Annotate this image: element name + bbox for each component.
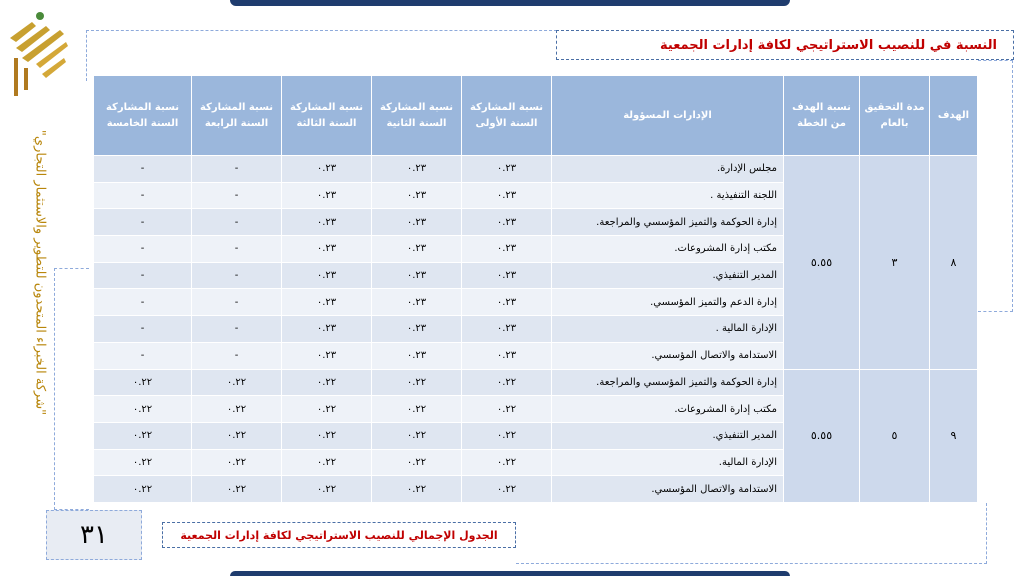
year-3-share-cell: ٠.٢٣ [282, 289, 372, 316]
year-1-share-cell: ٠.٢٣ [462, 289, 552, 316]
year-3-share-cell: ٠.٢٢ [282, 369, 372, 396]
year-5-share-cell: - [94, 316, 192, 343]
goal-cell: ٩ [930, 369, 978, 503]
department-cell: المدير التنفيذي. [552, 422, 784, 449]
year-5-share-cell: ٠.٢٢ [94, 396, 192, 423]
department-cell: الإدارة المالية . [552, 316, 784, 343]
year-2-share-cell: ٠.٢٢ [372, 449, 462, 476]
year-2-share-cell: ٠.٢٣ [372, 156, 462, 183]
strategic-share-table-wrapper [93, 75, 977, 503]
outer-frame-right [978, 60, 1013, 312]
year-5-share-cell: ٠.٢٢ [94, 369, 192, 396]
outer-frame-top [86, 30, 557, 81]
year-5-share-cell: - [94, 182, 192, 209]
year-1-share-cell: ٠.٢٣ [462, 156, 552, 183]
header-duration: مدة التحقيق بالعام [860, 76, 930, 156]
year-2-share-cell: ٠.٢٣ [372, 342, 462, 369]
year-4-share-cell: ٠.٢٢ [192, 369, 282, 396]
department-cell: مجلس الإدارة. [552, 156, 784, 183]
year-2-share-cell: ٠.٢٣ [372, 209, 462, 236]
table-header-row [94, 76, 978, 156]
year-5-share-cell: ٠.٢٢ [94, 449, 192, 476]
year-3-share-cell: ٠.٢٢ [282, 422, 372, 449]
header-year-4: نسبة المشاركة السنة الرابعة [192, 76, 282, 156]
outer-frame-left [54, 268, 89, 510]
year-5-share-cell: - [94, 236, 192, 263]
year-2-share-cell: ٠.٢٣ [372, 236, 462, 263]
target-ratio-cell: ٥.٥٥ [784, 369, 860, 503]
top-accent-bar [230, 0, 790, 6]
department-cell: الاستدامة والاتصال المؤسسي. [552, 476, 784, 503]
year-3-share-cell: ٠.٢٢ [282, 396, 372, 423]
year-2-share-cell: ٠.٢٢ [372, 369, 462, 396]
duration-cell: ٣ [860, 156, 930, 370]
header-year-5: نسبة المشاركة السنة الخامسة [94, 76, 192, 156]
year-1-share-cell: ٠.٢٢ [462, 396, 552, 423]
header-year-2: نسبة المشاركة السنة الثانية [372, 76, 462, 156]
year-1-share-cell: ٠.٢٣ [462, 236, 552, 263]
year-1-share-cell: ٠.٢٢ [462, 449, 552, 476]
year-2-share-cell: ٠.٢٣ [372, 289, 462, 316]
year-3-share-cell: ٠.٢٣ [282, 156, 372, 183]
year-5-share-cell: ٠.٢٢ [94, 476, 192, 503]
year-4-share-cell: - [192, 342, 282, 369]
table-caption-box [162, 522, 516, 548]
year-2-share-cell: ٠.٢٣ [372, 316, 462, 343]
year-3-share-cell: ٠.٢٣ [282, 236, 372, 263]
year-4-share-cell: - [192, 156, 282, 183]
year-1-share-cell: ٠.٢٣ [462, 316, 552, 343]
year-4-share-cell: - [192, 262, 282, 289]
year-4-share-cell: ٠.٢٢ [192, 476, 282, 503]
table-row [94, 369, 978, 396]
year-1-share-cell: ٠.٢٢ [462, 422, 552, 449]
year-2-share-cell: ٠.٢٣ [372, 262, 462, 289]
year-4-share-cell: ٠.٢٢ [192, 396, 282, 423]
duration-cell: ٥ [860, 369, 930, 503]
year-5-share-cell: - [94, 209, 192, 236]
outer-frame-bottom [516, 503, 987, 564]
table-caption: الجدول الإجمالي للنصيب الاستراتيجي لكافة إدارات الجمعية [180, 528, 498, 542]
year-1-share-cell: ٠.٢٢ [462, 476, 552, 503]
year-2-share-cell: ٠.٢٢ [372, 396, 462, 423]
header-goal: الهدف [930, 76, 978, 156]
year-4-share-cell: ٠.٢٢ [192, 422, 282, 449]
department-cell: إدارة الدعم والتميز المؤسسي. [552, 289, 784, 316]
department-cell: مكتب إدارة المشروعات. [552, 236, 784, 263]
department-cell: إدارة الحوكمة والتميز المؤسسي والمراجعة. [552, 369, 784, 396]
year-4-share-cell: - [192, 289, 282, 316]
department-cell: الاستدامة والاتصال المؤسسي. [552, 342, 784, 369]
year-3-share-cell: ٠.٢٣ [282, 316, 372, 343]
year-5-share-cell: - [94, 289, 192, 316]
year-3-share-cell: ٠.٢٣ [282, 342, 372, 369]
department-cell: إدارة الحوكمة والتميز المؤسسي والمراجعة. [552, 209, 784, 236]
year-3-share-cell: ٠.٢٣ [282, 262, 372, 289]
department-cell: المدير التنفيذي. [552, 262, 784, 289]
slide-title: النسبة في للنصيب الاستراتيجي لكافة إدارات الجمعية [660, 37, 997, 53]
year-4-share-cell: ٠.٢٢ [192, 449, 282, 476]
year-2-share-cell: ٠.٢٢ [372, 422, 462, 449]
year-3-share-cell: ٠.٢٢ [282, 476, 372, 503]
year-1-share-cell: ٠.٢٣ [462, 182, 552, 209]
year-3-share-cell: ٠.٢٣ [282, 182, 372, 209]
strategic-share-table [93, 75, 978, 503]
goal-cell: ٨ [930, 156, 978, 370]
year-1-share-cell: ٠.٢٣ [462, 209, 552, 236]
year-4-share-cell: - [192, 316, 282, 343]
year-1-share-cell: ٠.٢٢ [462, 369, 552, 396]
year-3-share-cell: ٠.٢٣ [282, 209, 372, 236]
header-year-1: نسبة المشاركة السنة الأولى [462, 76, 552, 156]
year-4-share-cell: - [192, 209, 282, 236]
slide-title-box [556, 30, 1014, 60]
year-1-share-cell: ٠.٢٣ [462, 342, 552, 369]
year-4-share-cell: - [192, 236, 282, 263]
bottom-accent-bar [230, 571, 790, 576]
header-target-ratio: نسبة الهدف من الخطة [784, 76, 860, 156]
header-departments: الإدارات المسؤولة [552, 76, 784, 156]
company-name-vertical: "شركة الخبراء المتحدون للتطوير والاستثمار التجاري" [32, 129, 48, 416]
target-ratio-cell: ٥.٥٥ [784, 156, 860, 370]
year-3-share-cell: ٠.٢٢ [282, 449, 372, 476]
year-5-share-cell: ٠.٢٢ [94, 422, 192, 449]
page-number: ٣١ [46, 510, 142, 560]
year-2-share-cell: ٠.٢٢ [372, 476, 462, 503]
table-row [94, 156, 978, 183]
year-5-share-cell: - [94, 156, 192, 183]
table-body [94, 156, 978, 503]
year-4-share-cell: - [192, 182, 282, 209]
department-cell: اللجنة التنفيذية . [552, 182, 784, 209]
year-1-share-cell: ٠.٢٣ [462, 262, 552, 289]
year-5-share-cell: - [94, 262, 192, 289]
header-year-3: نسبة المشاركة السنة الثالثة [282, 76, 372, 156]
year-5-share-cell: - [94, 342, 192, 369]
year-2-share-cell: ٠.٢٣ [372, 182, 462, 209]
department-cell: الإدارة المالية. [552, 449, 784, 476]
department-cell: مكتب إدارة المشروعات. [552, 396, 784, 423]
